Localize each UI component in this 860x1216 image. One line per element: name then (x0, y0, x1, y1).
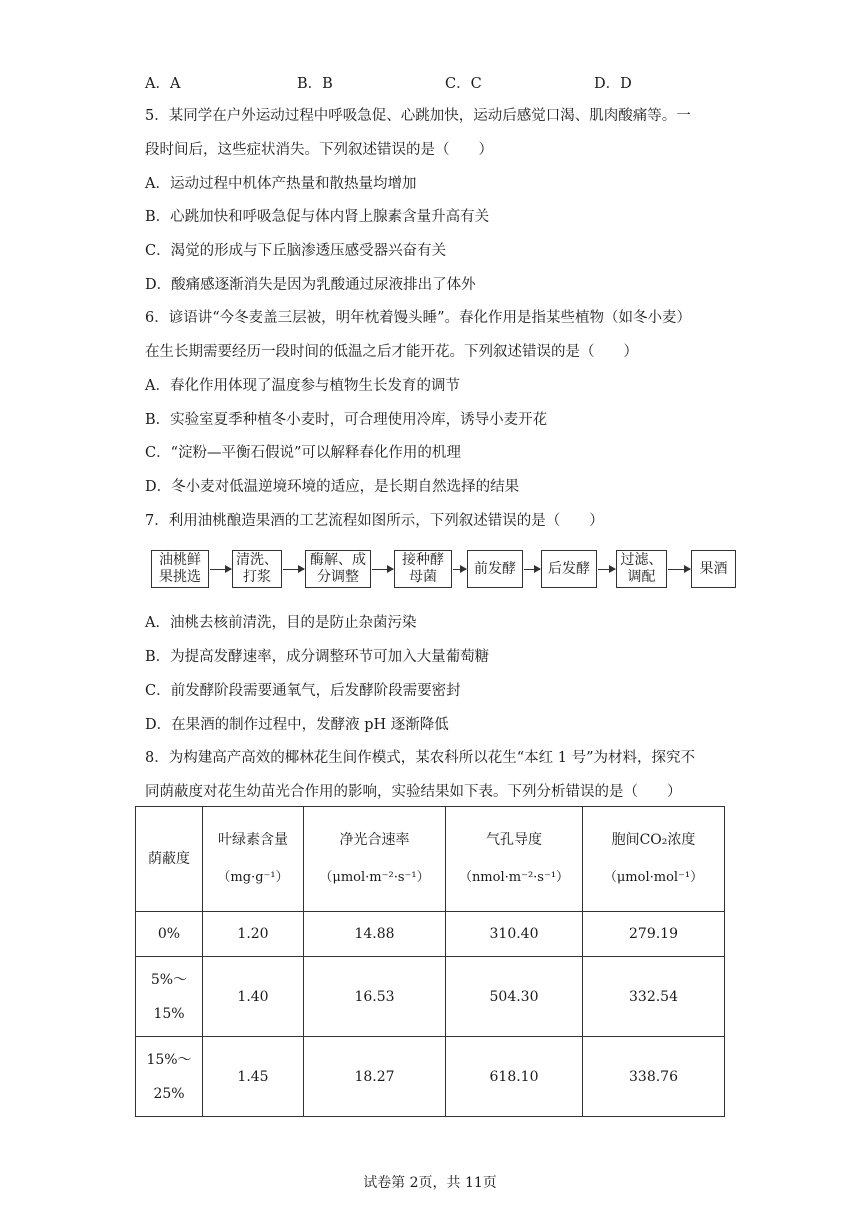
intercellular-co2-cell: 338.76 (583, 1037, 725, 1117)
flow-arrow-4 (453, 569, 466, 570)
table-row (136, 1037, 725, 1117)
q4-option-d: D．D (594, 76, 632, 92)
q8-stem-line1: 8．为构建高产高效的椰林花生间作模式，某农科所以花生“本红 1 号”为材料，探究不 (145, 750, 695, 766)
page-footer: 试卷第 2页，共 11页 (363, 1175, 497, 1191)
stomatal-conductance-cell: 310.40 (446, 912, 583, 957)
flow-step-4: 接种酵 母菌 (394, 550, 452, 588)
flow-step-8: 果酒 (691, 550, 736, 588)
q6-option-a: A．春化作用体现了温度参与植物生长发育的调节 (145, 378, 460, 394)
q8-stem-line2: 同荫蔽度对花生幼苗光合作用的影响，实验结果如下表。下列分析错误的是（ ） (145, 784, 682, 800)
shade-cell: 5%～ 15% (136, 957, 203, 1037)
col-header-shade: 荫蔽度 (136, 807, 203, 912)
flow-arrow-1 (210, 569, 231, 570)
flow-step-5: 前发酵 (467, 550, 523, 588)
flow-step-2: 清洗、 打浆 (232, 550, 282, 588)
q5-option-d: D．酸痛感逐渐消失是因为乳酸通过尿液排出了体外 (145, 277, 476, 293)
flow-arrow-2 (283, 569, 304, 570)
q6-option-b: B．实验室夏季种植冬小麦时，可合理使用冷库，诱导小麦开花 (145, 412, 548, 428)
q6-option-c: C．“淀粉—平衡石假说”可以解释春化作用的机理 (145, 445, 461, 461)
chlorophyll-cell: 1.40 (203, 957, 304, 1037)
chlorophyll-cell: 1.45 (203, 1037, 304, 1117)
net-photosynthesis-cell: 16.53 (304, 957, 446, 1037)
flow-arrow-7 (668, 569, 690, 570)
q4-options (145, 72, 745, 94)
net-photosynthesis-cell: 18.27 (304, 1037, 446, 1117)
q5-option-b: B．心跳加快和呼吸急促与体内肾上腺素含量升高有关 (145, 209, 490, 225)
col-header-chlorophyll: 叶绿素含量 （mg·g⁻¹） (203, 807, 304, 912)
table-row (136, 912, 725, 957)
col-header-net-photosynthesis: 净光合速率 （μmol·m⁻²·s⁻¹） (304, 807, 446, 912)
q7-option-a: A．油桃去核前清洗，目的是防止杂菌污染 (145, 615, 417, 631)
flow-step-1: 油桃鲜 果挑选 (151, 550, 209, 588)
q6-option-d: D．冬小麦对低温逆境环境的适应，是长期自然选择的结果 (145, 479, 520, 495)
q5-option-c: C．渴觉的形成与下丘脑渗透压感受器兴奋有关 (145, 243, 447, 259)
q5-option-a: A．运动过程中机体产热量和散热量均增加 (145, 176, 417, 192)
q6-stem-line1: 6．谚语讲“今冬麦盖三层被，明年枕着馒头睡”。春化作用是指某些植物（如冬小麦） (145, 310, 692, 326)
col-header-stomatal-conductance: 气孔导度 （nmol·m⁻²·s⁻¹） (446, 807, 583, 912)
table-row (136, 957, 725, 1037)
shade-cell: 0% (136, 912, 203, 957)
q5-stem-line2: 段时间后，这些症状消失。下列叙述错误的是（ ） (145, 142, 493, 158)
q4-option-a: A．A (145, 76, 181, 92)
intercellular-co2-cell: 332.54 (583, 957, 725, 1037)
q7-option-c: C．前发酵阶段需要通氧气，后发酵阶段需要密封 (145, 683, 461, 699)
flow-arrow-5 (524, 569, 540, 570)
flow-step-7: 过滤、 调配 (616, 550, 667, 588)
q4-option-c: C．C (445, 76, 482, 92)
q4-option-b: B．B (297, 76, 333, 92)
q6-stem-line2: 在生长期需要经历一段时间的低温之后才能开花。下列叙述错误的是（ ） (145, 344, 638, 360)
net-photosynthesis-cell: 14.88 (304, 912, 446, 957)
intercellular-co2-cell: 279.19 (583, 912, 725, 957)
process-flow-diagram (151, 550, 741, 592)
q5-stem-line1: 5．某同学在户外运动过程中呼吸急促、心跳加快，运动后感觉口渴、肌肉酸痛等。一 (145, 108, 691, 124)
q7-option-b: B．为提高发酵速率，成分调整环节可加入大量葡萄糖 (145, 649, 490, 665)
stomatal-conductance-cell: 504.30 (446, 957, 583, 1037)
table-header-row (136, 807, 725, 912)
shade-photosynthesis-table (135, 806, 725, 1117)
shade-cell: 15%～ 25% (136, 1037, 203, 1117)
stomatal-conductance-cell: 618.10 (446, 1037, 583, 1117)
col-header-intercellular-co2: 胞间CO₂浓度 （μmol·mol⁻¹） (583, 807, 725, 912)
flow-arrow-3 (372, 569, 393, 570)
q7-stem: 7．利用油桃酿造果酒的工艺流程如图所示，下列叙述错误的是（ ） (145, 513, 604, 529)
flow-step-6: 后发酵 (541, 550, 597, 588)
flow-arrow-6 (598, 569, 615, 570)
flow-step-3: 酶解、成 分调整 (305, 550, 371, 588)
q7-option-d: D．在果酒的制作过程中，发酵液 pH 逐渐降低 (145, 717, 449, 733)
chlorophyll-cell: 1.20 (203, 912, 304, 957)
